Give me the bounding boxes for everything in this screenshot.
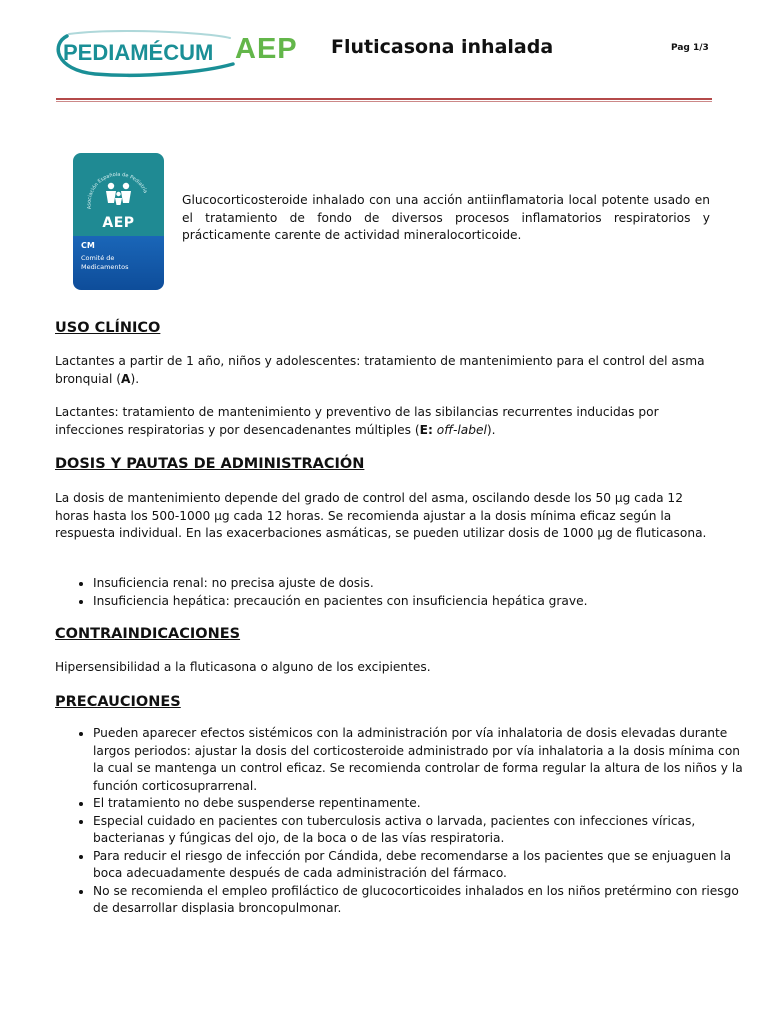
section-title-precauciones: PRECAUCIONES bbox=[55, 694, 181, 710]
pediamecum-logo bbox=[55, 30, 300, 78]
list-item: • Para reducir el riesgo de infección por Cándida, debe recomendarse a los pacientes que se enjuaguen la boca adecuadamente después de cada administración del fármaco. bbox=[93, 848, 753, 883]
list-item: • Pueden aparecer efectos sistémicos con la administración por vía inhalatoria de dosis elevadas durante largos periodos: ajustar la dosis del corticosteroide administrado por vía inhalatoria a la dosis mínima con la cual se mantenga un control eficaz. Se recomienda controlar de forma regular la altura de los niños y la función corticosuprarrenal. bbox=[93, 725, 753, 795]
page-header bbox=[0, 0, 768, 100]
badge-cm-label: CM bbox=[81, 241, 95, 250]
page-number: Pag 1/3 bbox=[671, 43, 709, 53]
dosis-paragraph: La dosis de mantenimiento depende del grado de control del asma, oscilando desde los 50 µg cada 12 horas hasta los 500-1000 µg cada 12 horas. Se recomienda ajustar a la dosis mínima eficaz según la respuesta individual. En las exacerbaciones asmáticas, se pueden utilizar dosis de 1000 µg de fluticasona. bbox=[55, 491, 707, 540]
logo-text: PEDIAMÉCUM bbox=[63, 40, 214, 65]
badge-arc-text: Asociación Española de Pediatría bbox=[86, 171, 149, 210]
logo-accent: AEP bbox=[235, 33, 298, 65]
badge-top-panel bbox=[73, 153, 164, 236]
family-icon bbox=[106, 183, 131, 205]
drug-description: Glucocorticosteroide inhalado con una acción antiinflamatoria local potente usado en el tratamiento de fondo de diversos procesos inflamatorios respiratorios y prácticamente carente de actividad mineralocorticoide. bbox=[182, 193, 710, 242]
list-item: • Insuficiencia hepática: precaución en pacientes con insuficiencia hepática grave. bbox=[93, 593, 753, 611]
list-item: • El tratamiento no debe suspenderse repentinamente. bbox=[93, 795, 753, 813]
contraindicaciones-paragraph: Hipersensibilidad a la fluticasona o alguno de los excipientes. bbox=[55, 660, 431, 674]
cm-committee-badge bbox=[73, 153, 164, 290]
list-item: • Insuficiencia renal: no precisa ajuste de dosis. bbox=[93, 575, 753, 593]
dosis-list bbox=[55, 575, 753, 610]
header-divider bbox=[56, 98, 712, 100]
badge-comite-label: Comité de Medicamentos bbox=[81, 254, 129, 271]
section-title-dosis: DOSIS Y PAUTAS DE ADMINISTRACIÓN bbox=[55, 456, 365, 472]
list-item: • Especial cuidado en pacientes con tuberculosis activa o larvada, pacientes con infecciones víricas, bacterianas y fúngicas del ojo, de la boca o de las vías respiratoria. bbox=[93, 813, 753, 848]
uso-clinico-paragraph-2: Lactantes: tratamiento de mantenimiento y preventivo de las sibilancias recurrentes inducidas por infecciones respiratorias y por desencadenantes múltiples (E: off-label). bbox=[55, 405, 659, 437]
header-divider-thin bbox=[56, 101, 712, 102]
uso-clinico-paragraph-1: Lactantes a partir de 1 año, niños y adolescentes: tratamiento de mantenimiento para el control del asma bronquial (A). bbox=[55, 354, 705, 386]
page-title: Fluticasona inhalada bbox=[331, 36, 554, 58]
section-title-contraindicaciones: CONTRAINDICACIONES bbox=[55, 626, 241, 642]
section-title-uso-clinico: USO CLÍNICO bbox=[55, 320, 161, 336]
badge-aep-label: AEP bbox=[102, 215, 135, 231]
precauciones-list bbox=[55, 725, 753, 918]
list-item: • No se recomienda el empleo profiláctico de glucocorticoides inhalados en los niños pretérmino con riesgo de desarrollar displasia broncopulmonar. bbox=[93, 883, 753, 918]
